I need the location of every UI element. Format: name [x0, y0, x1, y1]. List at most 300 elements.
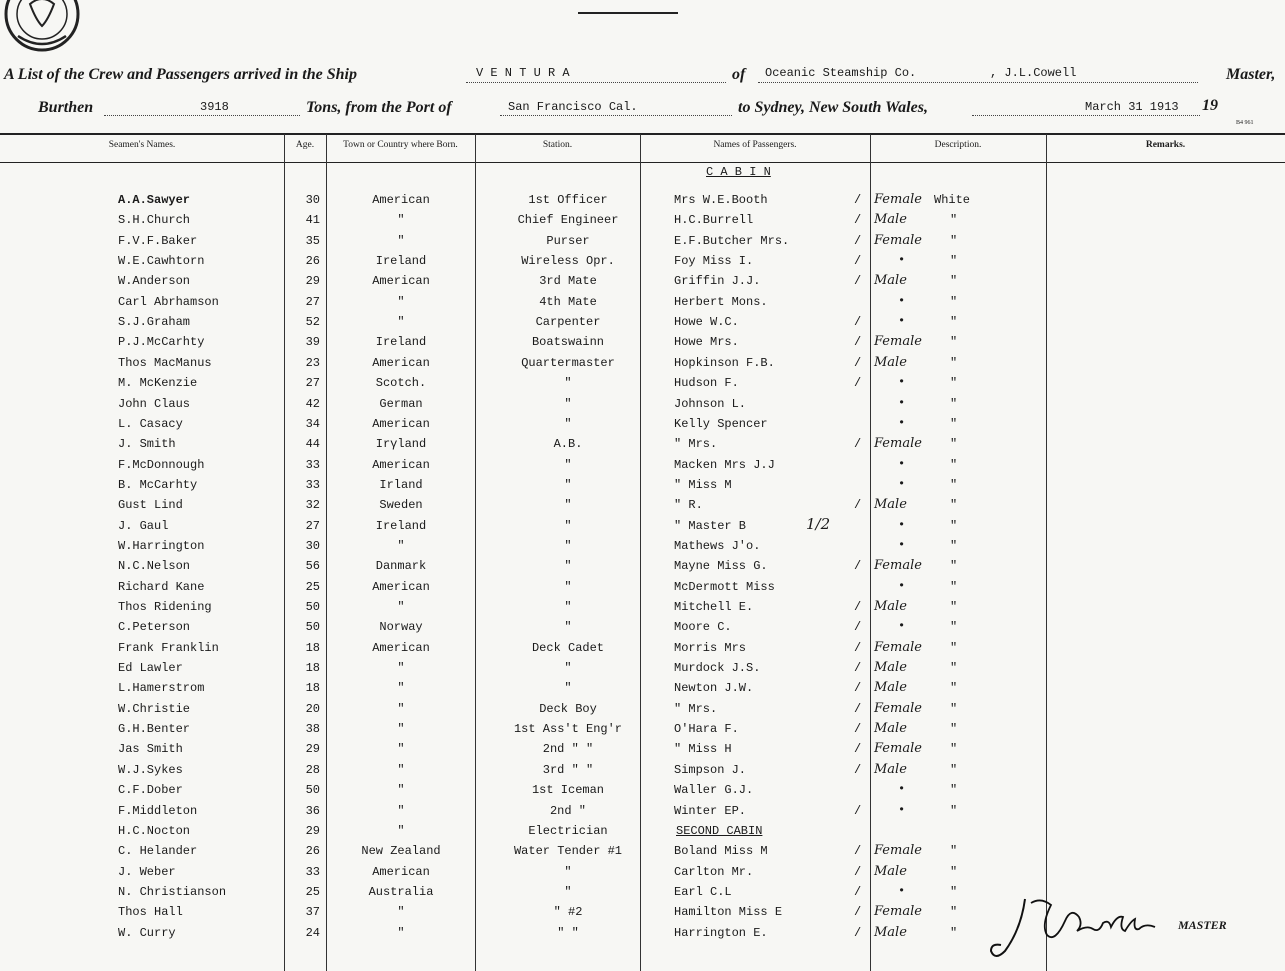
seaman-age: 30 [305, 193, 320, 207]
passenger-name: Simpson J. [674, 762, 747, 777]
seaman-name: F.V.F.Baker [118, 233, 198, 248]
seaman-age: 39 [305, 335, 320, 350]
passenger-sex: • [898, 395, 906, 410]
seaman-age: 50 [305, 783, 320, 798]
passenger-sex: • [898, 619, 906, 634]
arrival-date: March 31 1913 [1085, 100, 1179, 114]
seaman-birthplace: " [397, 823, 405, 838]
seaman-station: " [564, 864, 572, 879]
passenger-race: " [950, 477, 958, 492]
seaman-birthplace: " [397, 538, 405, 553]
passenger-race: " [950, 274, 958, 289]
seaman-name: J. Weber [118, 864, 176, 879]
passenger-check-mark: / [854, 233, 862, 248]
seaman-station: Deck Cadet [531, 640, 604, 655]
passenger-sex: Male [874, 497, 907, 513]
table-header-rule [0, 162, 1285, 163]
passenger-sex: • [898, 456, 906, 471]
seaman-age: 35 [305, 233, 320, 248]
passenger-race: " [950, 701, 958, 716]
passenger-name: " Mrs. [674, 701, 718, 716]
seaman-name: Ed Lawler [118, 661, 183, 676]
passenger-sex: Female [874, 741, 922, 757]
seaman-name: H.C.Nocton [118, 823, 191, 838]
passenger-name: Winter EP. [674, 803, 747, 818]
passenger-sex: • [898, 782, 906, 797]
passenger-sex: Female [874, 436, 922, 452]
seaman-birthplace: American [372, 457, 430, 472]
passenger-name: Johnson L. [674, 396, 747, 411]
passenger-check-mark: / [854, 498, 862, 513]
table-top-rule [0, 133, 1285, 135]
seaman-birthplace: American [372, 579, 430, 594]
passenger-sex: Male [874, 924, 907, 940]
passenger-check-mark: / [854, 864, 862, 879]
passenger-name: Waller G.J. [674, 783, 754, 798]
seaman-birthplace: American [372, 864, 430, 879]
seaman-age: 33 [305, 477, 320, 492]
passenger-name: Newton J.W. [674, 681, 754, 696]
second-cabin-section-label: SECOND CABIN [676, 823, 763, 838]
seaman-birthplace: " [397, 600, 405, 614]
seaman-birthplace: " [397, 762, 405, 777]
passenger-race: " [950, 884, 958, 899]
passenger-name: Moore C. [674, 620, 732, 635]
passenger-race: " [950, 640, 958, 655]
seaman-age: 44 [305, 437, 320, 452]
passenger-sex: • [898, 537, 906, 552]
passenger-check-mark: / [854, 742, 862, 757]
passenger-sex: Female [874, 334, 922, 350]
burthen-value: 3918 [200, 100, 229, 114]
seaman-age: 18 [305, 661, 320, 676]
passenger-race: " [950, 783, 958, 798]
passenger-check-mark: / [854, 925, 862, 940]
seaman-station: " [564, 457, 572, 472]
seaman-birthplace: " [397, 783, 405, 798]
seaman-station: 2nd " " [542, 742, 594, 757]
passenger-race: " [950, 579, 958, 594]
seaman-birthplace: " [397, 315, 405, 330]
seaman-name: W.E.Cawhtorn [118, 254, 205, 269]
col-header-description: Description. [934, 140, 982, 150]
passenger-check-mark: / [854, 620, 862, 635]
seaman-age: 37 [305, 905, 320, 920]
col-header-age: Age. [295, 140, 315, 150]
passenger-race: " [950, 722, 958, 737]
passenger-name: H.C.Burrell [674, 213, 754, 228]
seaman-name: N.C.Nelson [118, 559, 191, 574]
col-header-seamen: Seamen's Names. [108, 140, 176, 150]
passenger-name: " Miss M [674, 477, 732, 492]
passenger-check-mark: / [854, 213, 862, 228]
passenger-sex: Male [874, 354, 907, 370]
passenger-sex: Female [874, 843, 922, 859]
passenger-race: White [934, 193, 971, 207]
seaman-age: 29 [305, 823, 320, 838]
seaman-age: 29 [305, 274, 320, 289]
seaman-station: 4th Mate [539, 294, 597, 309]
col-header-station: Station. [542, 140, 573, 150]
seaman-name: Thos Hall [118, 905, 183, 920]
passenger-sex: Male [874, 761, 907, 777]
passenger-check-mark: / [854, 661, 862, 676]
burthen-dotted-line [104, 114, 300, 116]
seaman-age: 33 [305, 864, 320, 879]
passenger-race: " [950, 742, 958, 757]
passenger-race: " [950, 376, 958, 391]
passenger-sex: • [898, 578, 906, 593]
seaman-name: N. Christianson [118, 884, 227, 899]
seaman-name: Thos MacManus [118, 355, 212, 370]
seaman-birthplace: German [379, 396, 423, 411]
seaman-name: L.Hamerstrom [118, 681, 205, 696]
seaman-birthplace: American [372, 416, 430, 431]
seaman-name: Frank Franklin [118, 640, 219, 655]
seaman-name: A.A.Sawyer [118, 193, 191, 207]
seaman-age: 27 [305, 376, 320, 391]
seaman-name: C. Helander [118, 844, 198, 859]
passenger-name: Hopkinson F.B. [674, 355, 775, 370]
passenger-race: " [950, 864, 958, 879]
passenger-sex: Male [874, 212, 907, 228]
passenger-race: " [950, 559, 958, 574]
passenger-race: " [950, 620, 958, 635]
seaman-name: M. McKenzie [118, 376, 198, 391]
cabin-section-label: C A B I N [706, 165, 771, 179]
ship-name-dotted-line [466, 81, 726, 83]
passenger-name: Howe W.C. [674, 315, 739, 330]
passenger-sex: Male [874, 273, 907, 289]
seaman-station: " [564, 579, 572, 594]
seaman-age: 56 [305, 559, 320, 574]
passenger-name: Mitchell E. [674, 600, 754, 614]
passenger-race: " [950, 213, 958, 228]
passenger-race: " [950, 538, 958, 553]
passenger-name: " Master B [674, 518, 747, 533]
passenger-check-mark: / [854, 762, 862, 777]
passenger-name: Boland Miss M [674, 844, 768, 859]
sydney-seal-stamp [4, 0, 80, 56]
seaman-station: " [564, 681, 572, 696]
passenger-name: Hamilton Miss E [674, 905, 783, 920]
seaman-age: 32 [305, 498, 320, 513]
passenger-name: E.F.Butcher Mrs. [674, 233, 790, 248]
passenger-sex: • [898, 517, 906, 532]
seaman-birthplace: Australia [368, 884, 434, 899]
seaman-station: " [564, 416, 572, 431]
seaman-name: W.Christie [118, 701, 191, 716]
seaman-name: W. Curry [118, 925, 176, 940]
passenger-race: " [950, 518, 958, 533]
port-dotted-line [500, 114, 732, 116]
port-value: San Francisco Cal. [508, 100, 638, 114]
seaman-station: 1st Officer [528, 193, 608, 207]
passenger-race: " [950, 762, 958, 777]
seaman-name: F.Middleton [118, 803, 198, 818]
passenger-check-mark: / [854, 254, 862, 269]
passenger-check-mark: / [854, 600, 862, 614]
passenger-check-mark: / [854, 681, 862, 696]
passenger-check-mark: / [854, 437, 862, 452]
passenger-name: Morris Mrs [674, 640, 747, 655]
seaman-age: 42 [305, 396, 320, 411]
seaman-station: " [564, 498, 572, 513]
passenger-sex: • [898, 293, 906, 308]
seaman-name: W.Harrington [118, 538, 205, 553]
seaman-birthplace: New Zealand [361, 844, 441, 859]
passenger-check-mark: / [854, 274, 862, 289]
owner-dotted-line [758, 81, 1198, 83]
seaman-birthplace: American [372, 193, 430, 207]
passenger-name: Murdock J.S. [674, 661, 761, 676]
passenger-sex: Male [874, 680, 907, 696]
passenger-sex: • [898, 253, 906, 268]
master-label: Master, [1226, 66, 1276, 83]
passenger-race: " [950, 254, 958, 269]
passenger-check-mark: / [854, 640, 862, 655]
passenger-name: Earl C.L [674, 884, 732, 899]
passenger-race: " [950, 355, 958, 370]
master-signature [985, 893, 1165, 963]
seaman-station: " [564, 600, 572, 614]
passenger-sex: Female [874, 558, 922, 574]
seaman-birthplace: Danmark [375, 559, 427, 574]
passenger-sex: • [898, 802, 906, 817]
seaman-age: 24 [305, 925, 320, 940]
seaman-age: 38 [305, 722, 320, 737]
seaman-name: F.McDonnough [118, 457, 205, 472]
seaman-age: 18 [305, 640, 320, 655]
col-header-born: Town or Country where Born. [343, 140, 458, 150]
passenger-name: Herbert Mons. [674, 294, 768, 309]
form-number: B4 961 [1236, 120, 1254, 126]
seaman-station: Purser [546, 233, 590, 248]
passenger-check-mark: / [854, 701, 862, 716]
seaman-name: Gust Lind [118, 498, 183, 513]
of-label: of [732, 66, 746, 83]
passenger-sex: • [898, 883, 906, 898]
passenger-name: Kelly Spencer [674, 416, 768, 431]
seaman-name: J. Smith [118, 437, 176, 452]
passenger-sex: Female [874, 232, 922, 248]
passenger-race: " [950, 661, 958, 676]
passenger-race: " [950, 396, 958, 411]
seaman-station: " " [557, 925, 579, 940]
passenger-name: Mayne Miss G. [674, 559, 768, 574]
seaman-station: 3rd Mate [539, 274, 597, 289]
col-header-passengers: Names of Passengers. [713, 140, 797, 150]
passenger-name: Foy Miss I. [674, 254, 754, 269]
list-title: A List of the Crew and Passengers arrived in the Ship [4, 66, 357, 83]
half-fare-mark: 1/2 [806, 515, 831, 533]
seaman-name: S.J.Graham [118, 315, 191, 330]
seaman-station: " [564, 376, 572, 391]
col-divider-born [326, 134, 327, 971]
seaman-station: Water Tender #1 [513, 844, 623, 859]
seaman-station: " [564, 538, 572, 553]
owner-name: Oceanic Steamship Co. [765, 66, 917, 80]
passenger-check-mark: / [854, 315, 862, 330]
seaman-name: John Claus [118, 396, 191, 411]
seaman-age: 26 [305, 844, 320, 859]
passenger-check-mark: / [854, 803, 862, 818]
seaman-name: J. Gaul [118, 518, 169, 533]
seaman-name: W.J.Sykes [118, 762, 183, 777]
passenger-race: " [950, 600, 958, 614]
seaman-birthplace: Scotch. [375, 376, 427, 391]
passenger-name: Harrington E. [674, 925, 768, 940]
passenger-name: Hudson F. [674, 376, 739, 391]
passenger-sex: Female [874, 700, 922, 716]
passenger-sex: • [898, 415, 906, 430]
passenger-check-mark: / [854, 905, 862, 920]
passenger-race: " [950, 457, 958, 472]
passenger-race: " [950, 233, 958, 248]
passenger-check-mark: / [854, 376, 862, 391]
seaman-station: " #2 [553, 905, 583, 920]
seaman-age: 52 [305, 315, 320, 330]
col-divider-remarks [1046, 134, 1047, 971]
passenger-name: Carlton Mr. [674, 864, 754, 879]
passenger-name: " Mrs. [674, 437, 718, 452]
seaman-station: 3rd " " [542, 762, 594, 777]
passenger-race: " [950, 844, 958, 859]
seaman-age: 27 [305, 294, 320, 309]
seaman-age: 25 [305, 884, 320, 899]
seaman-station: Boatswainn [531, 335, 604, 350]
seaman-birthplace: " [397, 742, 405, 757]
seaman-birthplace: " [397, 681, 405, 696]
passenger-name: " Miss H [674, 742, 732, 757]
seaman-station: 1st Ass't Eng'r [513, 722, 623, 737]
passenger-sex: Female [874, 639, 922, 655]
passenger-sex: • [898, 476, 906, 491]
seaman-name: G.H.Benter [118, 722, 191, 737]
passenger-sex: • [898, 375, 906, 390]
passenger-race: " [950, 925, 958, 940]
col-divider-station [475, 134, 476, 971]
passenger-sex: • [898, 314, 906, 329]
passenger-race: " [950, 335, 958, 350]
seaman-name: L. Casacy [118, 416, 183, 431]
passenger-check-mark: / [854, 193, 862, 207]
seaman-birthplace: " [397, 213, 405, 228]
passenger-race: " [950, 437, 958, 452]
seaman-birthplace: American [372, 274, 430, 289]
seaman-station: A.B. [553, 437, 583, 452]
passenger-race: " [950, 498, 958, 513]
seaman-age: 30 [305, 538, 320, 553]
passenger-sex: Female [874, 904, 922, 920]
date-dotted-line [972, 114, 1200, 116]
seaman-station: " [564, 559, 572, 574]
seaman-station: Quartermaster [521, 355, 615, 370]
seaman-birthplace: American [372, 355, 430, 370]
passenger-race: " [950, 315, 958, 330]
passenger-check-mark: / [854, 844, 862, 859]
seaman-age: 18 [305, 681, 320, 696]
passenger-sex: Male [874, 660, 907, 676]
seaman-age: 50 [305, 600, 320, 614]
passenger-sex: Male [874, 721, 907, 737]
seaman-name: P.J.McCarhty [118, 335, 205, 350]
seaman-birthplace: Irland [379, 477, 423, 492]
passenger-check-mark: / [854, 722, 862, 737]
master-name: , J.L.Cowell [990, 66, 1077, 80]
col-divider-passengers [640, 134, 641, 971]
passenger-name: Howe Mrs. [674, 335, 739, 350]
seaman-age: 36 [305, 803, 320, 818]
seaman-birthplace: " [397, 722, 405, 737]
seaman-birthplace: American [372, 640, 430, 655]
seaman-name: C.Peterson [118, 620, 191, 635]
seaman-age: 23 [305, 355, 320, 370]
passenger-race: " [950, 294, 958, 309]
seaman-age: 28 [305, 762, 320, 777]
burthen-label: Burthen [38, 99, 94, 116]
col-divider-age [284, 134, 285, 971]
seaman-birthplace: " [397, 701, 405, 716]
seaman-birthplace: Ireland [375, 335, 427, 350]
seaman-name: Jas Smith [118, 742, 183, 757]
passenger-name: " R. [674, 498, 703, 513]
seaman-station: " [564, 620, 572, 635]
seaman-station: Carpenter [535, 315, 601, 330]
seaman-station: Wireless Opr. [521, 254, 615, 269]
passenger-race: " [950, 905, 958, 920]
passenger-sex: Male [874, 599, 907, 614]
passenger-sex: Male [874, 863, 907, 879]
seaman-age: 26 [305, 254, 320, 269]
seaman-station: " [564, 477, 572, 492]
seaman-station: 1st Iceman [531, 783, 604, 798]
seaman-station: Electrician [528, 823, 608, 838]
seaman-name: Carl Abrhamson [118, 294, 219, 309]
seaman-age: 25 [305, 579, 320, 594]
seaman-age: 20 [305, 701, 320, 716]
passenger-race: " [950, 803, 958, 818]
seaman-name: Richard Kane [118, 579, 205, 594]
seaman-name: S.H.Church [118, 213, 191, 228]
seaman-station: Deck Boy [539, 701, 597, 716]
seaman-birthplace: " [397, 294, 405, 309]
seaman-station: Chief Engineer [517, 213, 619, 228]
passenger-name: Griffin J.J. [674, 274, 761, 289]
seaman-birthplace: " [397, 905, 405, 920]
seaman-station: " [564, 518, 572, 533]
passenger-sex: Female [874, 192, 922, 207]
seaman-birthplace: Irγland [375, 437, 427, 452]
passenger-name: Mrs W.E.Booth [674, 193, 768, 207]
passenger-name: Macken Mrs J.J [674, 457, 775, 472]
year-suffix: 19 [1202, 97, 1218, 114]
seaman-station: " [564, 396, 572, 411]
seaman-birthplace: " [397, 661, 405, 676]
seaman-birthplace: " [397, 925, 405, 940]
seaman-birthplace: Ireland [375, 518, 427, 533]
seaman-name: Thos Ridening [118, 600, 212, 614]
seaman-station: " [564, 661, 572, 676]
seaman-name: C.F.Dober [118, 783, 183, 798]
destination-label: to Sydney, New South Wales, [738, 99, 928, 116]
seaman-age: 27 [305, 518, 320, 533]
seaman-name: W.Anderson [118, 274, 191, 289]
seaman-station: 2nd " [549, 803, 586, 818]
passenger-name: O'Hara F. [674, 722, 739, 737]
tons-from-port-label: Tons, from the Port of [306, 99, 452, 116]
seaman-age: 29 [305, 742, 320, 757]
